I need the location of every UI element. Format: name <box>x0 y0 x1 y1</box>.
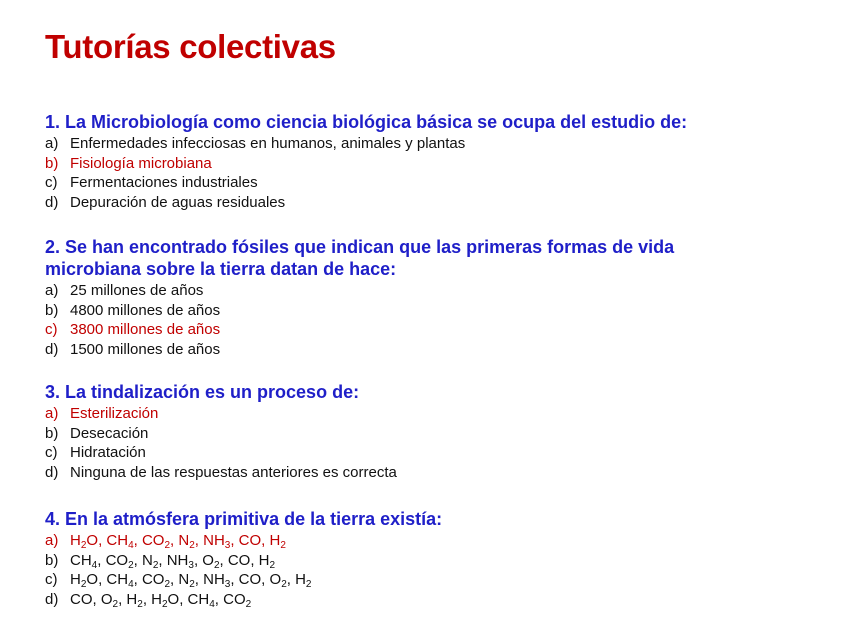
question-1 <box>45 111 687 212</box>
question-3-text: 3. La tindalización es un proceso de: <box>45 382 360 402</box>
option-text: $CH_4$, $CO_2$, $N_2$, $NH_3$, $O_2$, CO, $H_2$ <box>70 551 276 571</box>
option-text: Desecación <box>70 424 149 442</box>
question-1-text: 1. La Microbiología como ciencia biológica básica se ocupa del estudio de: <box>45 112 688 132</box>
question-1-option-a <box>45 134 687 154</box>
option-text: CO, $O_2$, $H_2$, $H_2O$, $CH_4$, $CO_2$ <box>70 590 252 610</box>
option-text: 25 millones de años <box>70 282 204 299</box>
question-3-option-c <box>45 443 397 463</box>
option-letter: d) <box>45 340 59 358</box>
question-1-option-c <box>45 173 687 193</box>
option-letter: c) <box>45 321 58 339</box>
question-2-option-d <box>45 340 674 360</box>
option-text: 4800 millones de años <box>70 301 221 319</box>
option-text: Fisiología microbiana <box>70 154 212 172</box>
option-text: Hidratación <box>70 444 146 462</box>
option-letter: d) <box>45 193 59 211</box>
option-letter: b) <box>45 301 59 319</box>
question-4 <box>45 508 442 609</box>
option-text: Esterilización <box>70 405 159 422</box>
question-3-option-b <box>45 424 397 444</box>
option-letter: a) <box>45 532 59 549</box>
question-2-text-line-1: 2. Se han encontrado fósiles que indican que las primeras formas de vida <box>45 237 675 257</box>
option-letter: b) <box>45 154 59 172</box>
question-4-option-b <box>45 551 442 571</box>
question-3-option-d <box>45 463 397 483</box>
option-letter: d) <box>45 590 59 608</box>
question-1-option-d <box>45 193 687 213</box>
question-2-text-line-2: microbiana sobre la tierra datan de hace: <box>45 259 397 279</box>
question-2 <box>45 236 674 359</box>
option-letter: b) <box>45 551 59 569</box>
option-letter: b) <box>45 424 59 442</box>
option-letter: a) <box>45 405 59 422</box>
question-2-options <box>45 281 674 359</box>
option-letter: a) <box>45 135 59 152</box>
question-2-option-a <box>45 281 674 301</box>
question-4-option-d <box>45 590 442 610</box>
question-2-option-c <box>45 320 674 340</box>
option-letter: a) <box>45 282 59 299</box>
option-text: 3800 millones de años <box>70 321 221 339</box>
option-text: Ninguna de las respuestas anteriores es correcta <box>70 463 397 481</box>
question-2-text <box>45 236 674 280</box>
question-3-option-a <box>45 404 397 424</box>
question-4-option-a <box>45 531 442 551</box>
option-letter: d) <box>45 463 59 481</box>
page-title: Tutorías colectivas <box>45 28 336 65</box>
question-2-option-b <box>45 301 674 321</box>
question-1-option-b <box>45 154 687 174</box>
question-1-options <box>45 134 687 212</box>
option-letter: c) <box>45 174 58 192</box>
option-letter: c) <box>45 444 58 462</box>
question-4-text: 4. En la atmósfera primitiva de la tierra existía: <box>45 509 443 529</box>
option-text: Enfermedades infecciosas en humanos, animales y plantas <box>70 135 466 152</box>
question-3-options <box>45 404 397 482</box>
option-text: Depuración de aguas residuales <box>70 193 286 211</box>
option-text: $H_2O$, $CH_4$, $CO_2$, $N_2$, $NH_3$, CO, $H_2$ <box>70 532 286 551</box>
option-text: $H_2O$, $CH_4$, $CO_2$, $N_2$, $NH_3$, CO, $O_2$, $H_2$ <box>70 571 312 591</box>
question-4-options <box>45 531 442 609</box>
option-text: Fermentaciones industriales <box>70 174 258 192</box>
question-3 <box>45 381 397 482</box>
option-text: 1500 millones de años <box>70 340 221 358</box>
question-4-option-c <box>45 570 442 590</box>
option-letter: c) <box>45 571 58 589</box>
